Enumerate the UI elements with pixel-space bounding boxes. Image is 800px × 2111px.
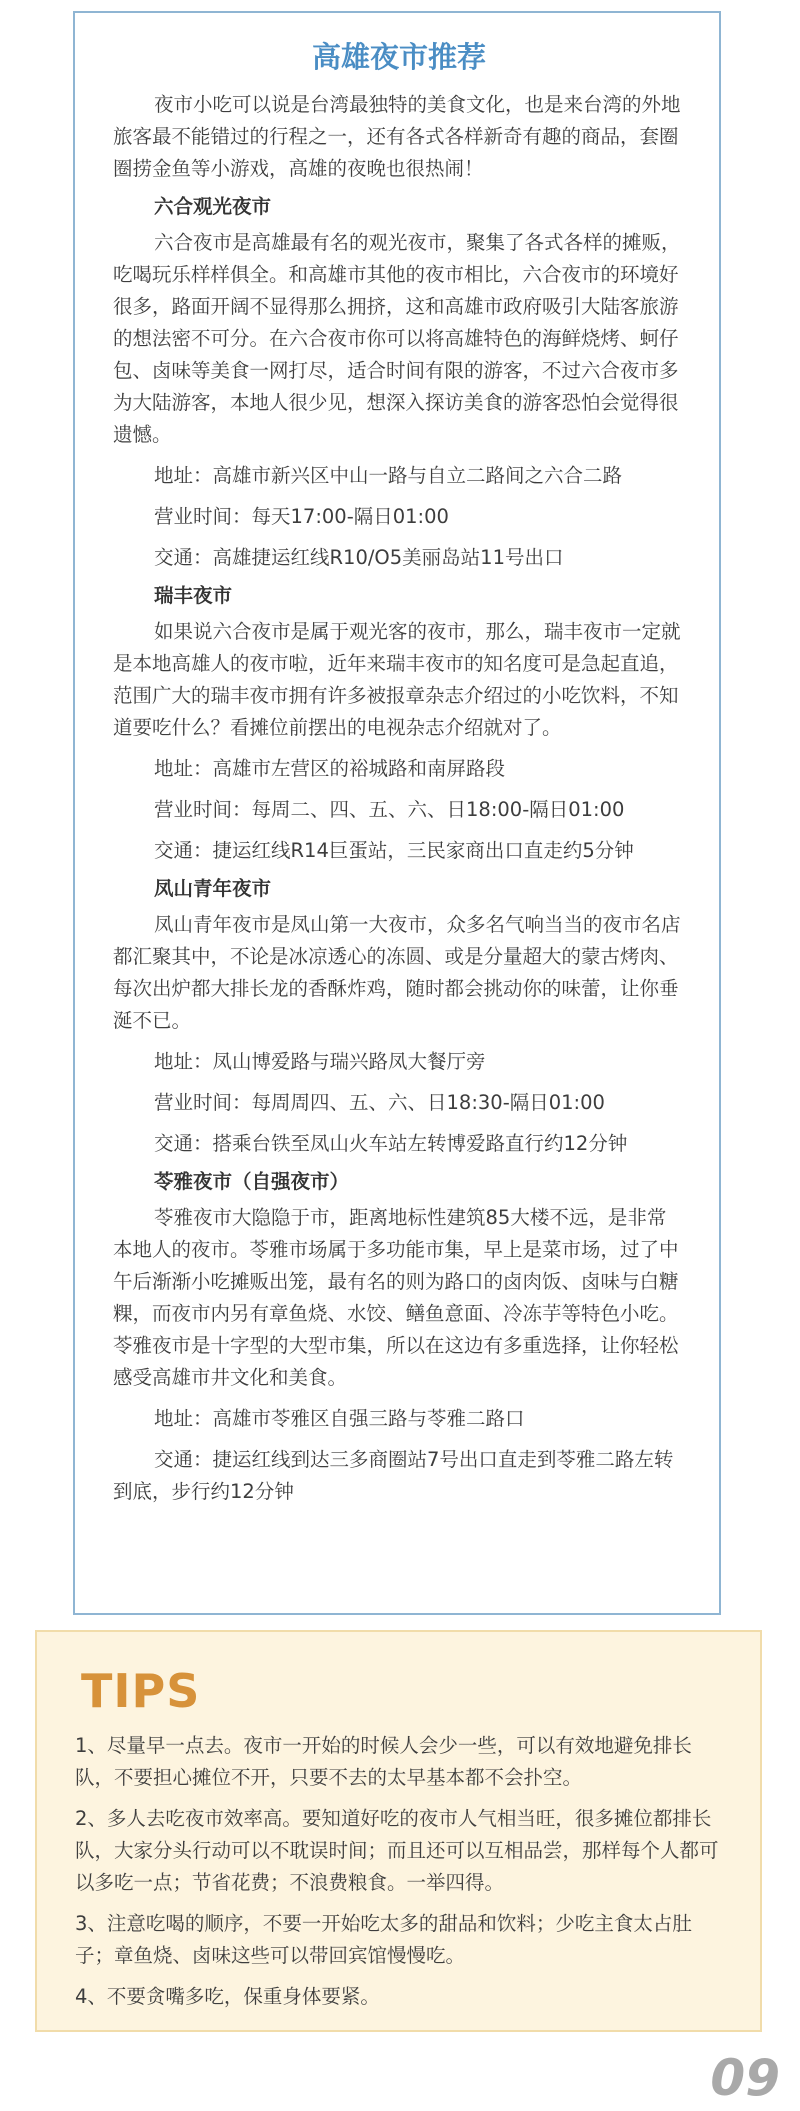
section-address: 地址：高雄市新兴区中山一路与自立二路间之六合二路 <box>154 464 623 487</box>
tips-panel <box>35 1630 762 2032</box>
section-description: 六合夜市是高雄最有名的观光夜市，聚集了各式各样的摊贩，吃喝玩乐样样俱全。和高雄市其他的夜市相比，六合夜市的环境好很多，路面开阔不显得那么拥挤，这和高雄市政府吸引大陆客旅游的想法密不可分。在六合夜市你可以将高雄特色的海鲜烧烤、蚵仔包、卤味等美食一网打尽，适合时间有限的游客，不过六合夜市多为大陆游客，本地人很少见，想深入探访美食的游客恐怕会觉得很遗憾。 <box>113 231 681 446</box>
tip-item: 1、尽量早一点去。夜市一开始的时候人会少一些，可以有效地避免排长队，不要担心摊位不开，只要不去的太早基本都不会扑空。 <box>75 1734 692 1789</box>
tip-item: 3、注意吃喝的顺序，不要一开始吃太多的甜品和饮料；少吃主食太占肚子；章鱼烧、卤味这些可以带回宾馆慢慢吃。 <box>75 1912 692 1967</box>
section-heading: 凤山青年夜市 <box>154 877 272 900</box>
tip-item: 4、不要贪嘴多吃，保重身体要紧。 <box>75 1985 380 2008</box>
section-ruifeng <box>113 580 685 867</box>
section-hours: 营业时间：每周周四、五、六、日18:30-隔日01:00 <box>154 1091 605 1114</box>
section-lingya <box>113 1166 685 1508</box>
section-liuhe <box>113 191 685 574</box>
section-address: 地址：高雄市左营区的裕城路和南屏路段 <box>154 757 506 780</box>
section-address: 地址：凤山博爱路与瑞兴路凤大餐厅旁 <box>154 1050 486 1073</box>
section-description: 如果说六合夜市是属于观光客的夜市，那么，瑞丰夜市一定就是本地高雄人的夜市啦，近年来瑞丰夜市的知名度可是急起直追，范围广大的瑞丰夜市拥有许多被报章杂志介绍过的小吃饮料，不知道要吃什么？看摊位前摆出的电视杂志介绍就对了。 <box>113 620 681 739</box>
section-heading: 瑞丰夜市 <box>154 584 233 607</box>
night-market-article <box>73 11 721 1615</box>
section-description: 苓雅夜市大隐隐于市，距离地标性建筑85大楼不远，是非常本地人的夜市。苓雅市场属于多功能市集，早上是菜市场，过了中午后渐渐小吃摊贩出笼，最有名的则为路口的卤肉饭、卤味与白糖粿，而夜市内另有章鱼烧、水饺、鳝鱼意面、冷冻芋等特色小吃。苓雅夜市是十字型的大型市集，所以在这边有多重选择，让你轻松感受高雄市井文化和美食。 <box>113 1206 679 1389</box>
page-number: 09 <box>710 2049 780 2107</box>
section-description: 凤山青年夜市是凤山第一大夜市，众多名气响当当的夜市名店都汇聚其中，不论是冰凉透心的冻圆、或是分量超大的蒙古烤肉、每次出炉都大排长龙的香酥炸鸡，随时都会挑动你的味蕾，让你垂涎不已。 <box>113 913 681 1032</box>
article-title: 高雄夜市推荐 <box>311 40 486 74</box>
tips-title: TIPS <box>81 1664 201 1718</box>
section-heading: 苓雅夜市（自强夜市） <box>154 1170 350 1193</box>
section-fengshan <box>113 873 685 1160</box>
section-transport: 交通：搭乘台铁至凤山火车站左转博爱路直行约12分钟 <box>154 1132 628 1155</box>
section-hours: 营业时间：每周二、四、五、六、日18:00-隔日01:00 <box>154 798 625 821</box>
section-transport: 交通：捷运红线到达三多商圈站7号出口直走到苓雅二路左转到底，步行约12分钟 <box>113 1448 674 1503</box>
section-hours: 营业时间：每天17:00-隔日01:00 <box>154 505 449 528</box>
tip-item: 2、多人去吃夜市效率高。要知道好吃的夜市人气相当旺，很多摊位都排长队，大家分头行动可以不耽误时间；而且还可以互相品尝，那样每个人都可以多吃一点；节省花费；不浪费粮食。一举四得。 <box>75 1807 719 1894</box>
section-address: 地址：高雄市苓雅区自强三路与苓雅二路口 <box>154 1407 525 1430</box>
section-transport: 交通：高雄捷运红线R10/O5美丽岛站11号出口 <box>154 546 564 569</box>
intro-paragraph: 夜市小吃可以说是台湾最独特的美食文化，也是来台湾的外地旅客最不能错过的行程之一，还有各式各样新奇有趣的商品，套圈圈捞金鱼等小游戏，高雄的夜晚也很热闹！ <box>113 93 681 180</box>
section-transport: 交通：捷运红线R14巨蛋站，三民家商出口直走约5分钟 <box>154 839 634 862</box>
section-heading: 六合观光夜市 <box>154 195 272 218</box>
